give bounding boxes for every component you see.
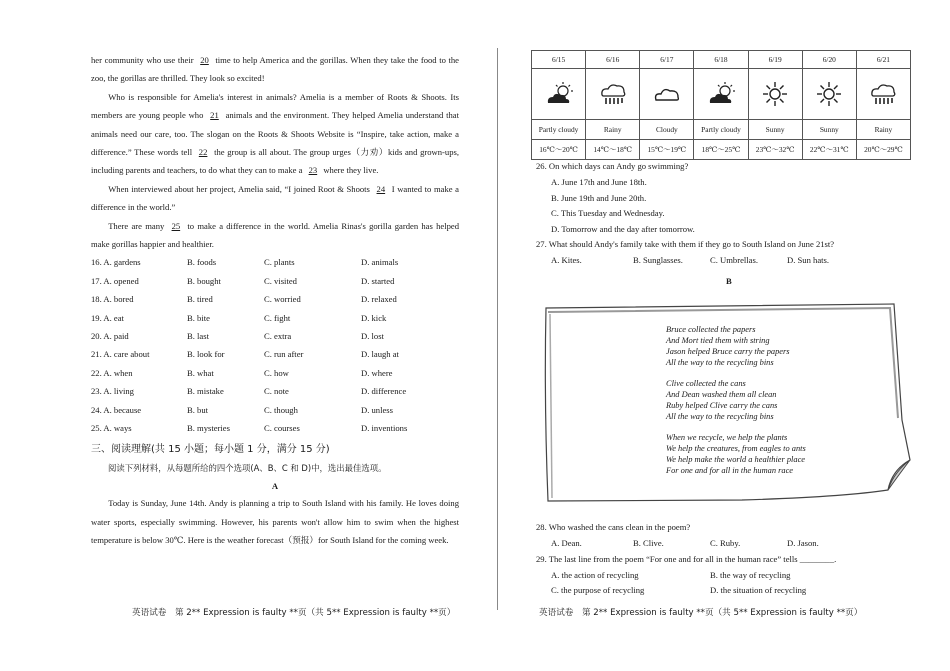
sunny-icon	[760, 81, 790, 107]
option-row-19: 19. A. eat B. bite C. fight D. kick	[91, 312, 387, 323]
icon-cell	[586, 69, 640, 120]
q28-option-a: A. Dean.	[551, 538, 582, 548]
option-row-18: 18. A. bored B. tired C. worried D. relaxed	[91, 294, 397, 305]
poem-text	[666, 324, 806, 486]
icon-cell	[802, 69, 856, 120]
temperature-cell: 16℃～20℃	[532, 140, 586, 160]
blank-25: 25	[171, 220, 181, 231]
cloze-options	[91, 253, 459, 437]
option-row-21: 21. A. care about B. look for C. run after D. laugh at	[91, 349, 399, 360]
q29-option-b: B. the way of recycling	[710, 570, 791, 580]
date-cell: 6/18	[694, 51, 748, 69]
rainy-icon	[598, 81, 628, 107]
passage-paragraph-4: There are many 25 to make a difference in the world. Amelia Rinas's gorilla garden has helped make gorillas happier and healthier.	[91, 220, 459, 250]
option-row-20: 20. A. paid B. last C. extra D. lost	[91, 331, 384, 342]
temperature-cell: 20℃～29℃	[856, 140, 910, 160]
icon-cell	[640, 69, 694, 120]
sunny-icon	[814, 81, 844, 107]
temperature-cell: 18℃～25℃	[694, 140, 748, 160]
q28-option-d: D. Jason.	[787, 538, 819, 548]
icon-cell	[748, 69, 802, 120]
icon-cell	[856, 69, 910, 120]
q26-option-b: B. June 19th and June 20th.	[551, 193, 647, 203]
blank-22: 22	[198, 147, 208, 158]
weather-forecast-table	[531, 50, 911, 160]
date-cell: 6/21	[856, 51, 910, 69]
date-cell: 6/16	[586, 51, 640, 69]
option-row-24: 24. A. because B. but C. though D. unless	[91, 404, 393, 415]
date-cell: 6/15	[532, 51, 586, 69]
blank-20: 20	[200, 55, 209, 65]
column-divider	[497, 48, 498, 610]
option-row-25: 25. A. ways B. mysteries C. courses D. inventions	[91, 422, 408, 433]
blank-24: 24	[376, 183, 386, 194]
q26-option-a: A. June 17th and June 18th.	[551, 177, 647, 187]
temperature-cell: 14℃～18℃	[586, 140, 640, 160]
partly-cloudy-icon	[544, 81, 574, 107]
q29-option-a: A. the action of recycling	[551, 570, 639, 580]
left-column	[91, 51, 459, 550]
condition-cell: Sunny	[748, 120, 802, 140]
poem-stanza-3: When we recycle, we help the plants We help the creatures, from eagles to ants We help make the world a healthier place For one and for all in the human race	[666, 433, 806, 475]
option-row-22: 22. A. when B. what C. how D. where	[91, 367, 393, 378]
option-row-17: 17. A. opened B. bought C. visited D. started	[91, 275, 395, 286]
condition-cell: Sunny	[802, 120, 856, 140]
q28-option-b: B. Clive.	[633, 538, 664, 548]
q27-option-b: B. Sunglasses.	[633, 255, 683, 265]
date-cell: 6/20	[802, 51, 856, 69]
question-26: 26. On which days can Andy go swimming?	[536, 161, 689, 171]
condition-cell: Partly cloudy	[694, 120, 748, 140]
passage-paragraph-1: her community who use their 20 time to help America and the gorillas. When they take the food to the zoo, the gorillas are thrilled. They look so excited!	[91, 55, 459, 84]
q27-option-a: A. Kites.	[551, 255, 582, 265]
q29-option-d: D. the situation of recycling	[710, 585, 807, 595]
condition-cell: Rainy	[856, 120, 910, 140]
condition-cell: Cloudy	[640, 120, 694, 140]
question-28: 28. Who washed the cans clean in the poem?	[536, 522, 691, 532]
icon-cell	[694, 69, 748, 120]
option-row-16: 16. A. gardens B. foods C. plants D. animals	[91, 257, 399, 268]
blank-21: 21	[210, 110, 219, 121]
condition-cell: Partly cloudy	[532, 120, 586, 140]
passage-a-text: Today is Sunday, June 14th. Andy is planning a trip to South Island with his family. He loves doing water sports, especially swimming. However, his parents won't allow him to swim when the highest temperature is below 30℃. Here is the weather forecast（预报）for South Island for the coming week.	[91, 498, 459, 546]
q26-option-d: D. Tomorrow and the day after tomorrow.	[551, 224, 695, 234]
question-27: 27. What should Andy's family take with them if they go to South Island on June 21st?	[536, 239, 835, 249]
q26-option-c: C. This Tuesday and Wednesday.	[551, 208, 665, 218]
page-footer-left: 英语试卷 第 2** Expression is faulty **页（共 5** Expression is faulty **页）	[132, 608, 456, 618]
condition-cell: Rainy	[586, 120, 640, 140]
rainy-icon	[868, 81, 898, 107]
date-cell: 6/17	[640, 51, 694, 69]
question-29: 29. The last line from the poem “For one and for all in the human race” tells ________.	[536, 554, 837, 564]
section-title: 三、阅读理解(共 15 小题；每小题 1 分，满分 15 分)	[91, 444, 330, 456]
poem-stanza-2: Clive collected the cans And Dean washed them all clean Ruby helped Clive carry the cans All the way to the recycling bins	[666, 379, 778, 421]
q27-option-d: D. Sun hats.	[787, 255, 830, 265]
option-row-23: 23. A. living B. mistake C. note D. difference	[91, 386, 407, 397]
q28-option-c: C. Ruby.	[710, 538, 741, 548]
page-footer-right: 英语试卷 第 2** Expression is faulty **页（共 5** Expression is faulty **页）	[539, 608, 863, 618]
icon-cell	[532, 69, 586, 120]
passage-paragraph-3: When interviewed about her project, Amelia said, “I joined Root & Shoots 24 I wanted to make a difference in the world.”	[91, 183, 459, 213]
date-cell: 6/19	[748, 51, 802, 69]
poem-stanza-1: Bruce collected the papers And Mort tied them with string Jason helped Bruce carry the papers All the way to the recycling bins	[666, 325, 790, 367]
q27-option-c: C. Umbrellas.	[710, 255, 758, 265]
temperature-cell: 15℃～19℃	[640, 140, 694, 160]
passage-paragraph-2: Who is responsible for Amelia's interest in animals? Amelia is a member of Roots & Shoots. Its members are young people who 21 animals and the environment. They helped Amelia understand that animals need our care, too. The slogan on the Roots & Shoots Website is “Inspire, take action, make a difference.” These words tell 22 the group is all about. The group urges（力劝）kids and grown-ups, including parents and teachers, to do what they can to make a 23 where they live.	[91, 91, 460, 176]
blank-23: 23	[308, 165, 318, 176]
temperature-cell: 22℃～31℃	[802, 140, 856, 160]
cloudy-icon	[652, 81, 682, 107]
temperature-cell: 23℃～32℃	[748, 140, 802, 160]
passage-a-label: A	[271, 481, 279, 492]
passage-b-label: B	[726, 276, 732, 286]
partly-cloudy-icon	[706, 81, 736, 107]
section-instruction: 阅读下列材料，从每题所给的四个选项(A、B、C 和 D)中，选出最佳选项。	[108, 463, 387, 474]
q29-option-c: C. the purpose of recycling	[551, 585, 645, 595]
